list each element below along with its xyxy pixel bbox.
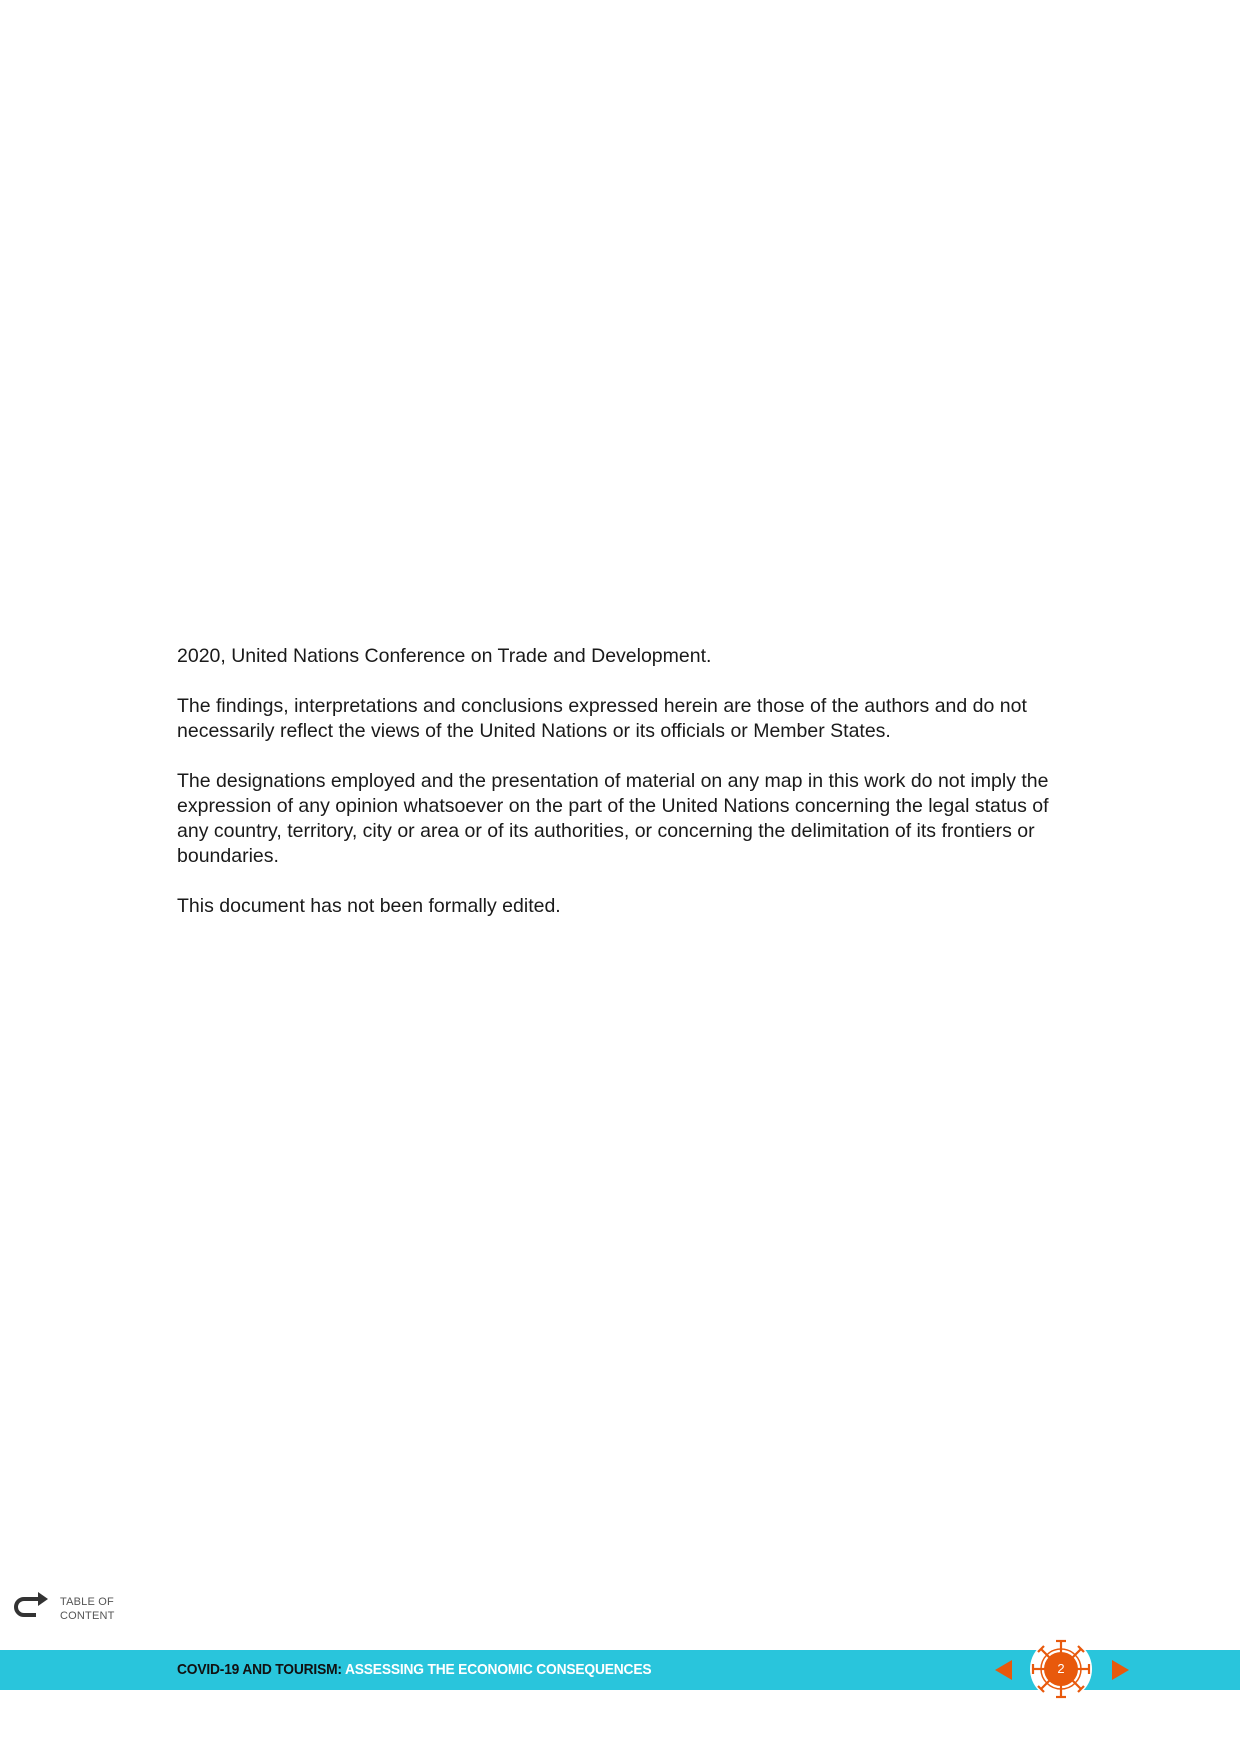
document-title: [177, 1659, 651, 1681]
document-title-main: COVID-19 AND TOURISM:: [177, 1661, 342, 1678]
triangle-left-icon[interactable]: [992, 1658, 1016, 1682]
triangle-right-icon[interactable]: [1108, 1658, 1132, 1682]
document-title-sub: ASSESSING THE ECONOMIC CONSEQUENCES: [344, 1661, 652, 1678]
table-of-content-link[interactable]: [14, 1592, 115, 1623]
editing-note-paragraph: This document has not been formally edited.: [177, 895, 561, 917]
disclaimer-text: [177, 644, 1067, 944]
designations-paragraph: The designations employed and the presentation of material on any map in this work do not imply the expression of any opinion whatsoever on the part of the United Nations concerning the legal status of any country, territory, city or area or of its authorities, or concerning the delimitation of its frontiers or boundaries.: [177, 770, 1049, 867]
return-arrow-icon: [14, 1592, 52, 1622]
table-of-content-label: TABLE OF CONTENT: [60, 1596, 115, 1622]
findings-paragraph: The findings, interpretations and conclusions expressed herein are those of the authors and do not necessarily reflect the views of the United Nations or its officials or Member States.: [177, 695, 1027, 742]
copyright-paragraph: 2020, United Nations Conference on Trade and Development.: [177, 645, 712, 667]
page-number: 2: [1057, 1661, 1065, 1676]
